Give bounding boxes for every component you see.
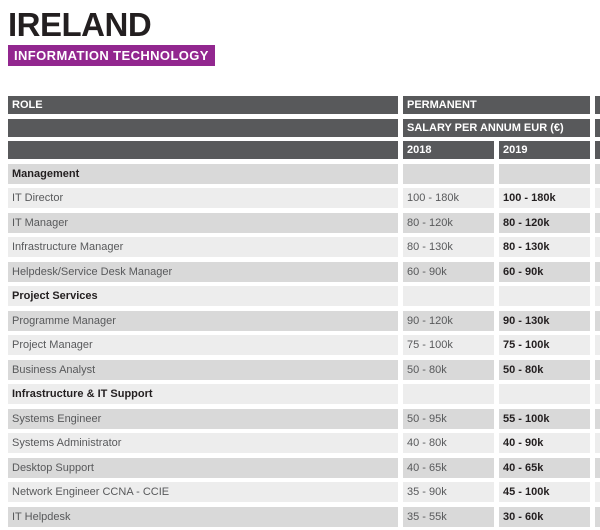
section-header-cell: Infrastructure & IT Support: [8, 384, 398, 404]
role-cell: IT Manager: [8, 213, 398, 233]
role-cell: Desktop Support: [8, 458, 398, 478]
salary-2019-cell: 30 - 60k: [499, 507, 590, 527]
salary-2018-cell: [403, 286, 494, 306]
salary-2018-cell: 80 - 130k: [403, 237, 494, 257]
salary-2019-cell: 90 - 130k: [499, 311, 590, 331]
role-column-header: ROLE: [8, 96, 398, 114]
salary-2018-cell: 50 - 95k: [403, 409, 494, 429]
overflow-column-header-sliver: [595, 141, 600, 159]
salary-2019-cell: [499, 286, 590, 306]
salary-2018-cell: 100 - 180k: [403, 188, 494, 208]
role-cell: Programme Manager: [8, 311, 398, 331]
overflow-column-sliver: [595, 164, 600, 184]
salary-2019-cell: [499, 164, 590, 184]
year-2018-header: 2018: [403, 141, 494, 159]
overflow-column-header-sliver: [595, 119, 600, 137]
role-cell: IT Helpdesk: [8, 507, 398, 527]
salary-2018-cell: [403, 384, 494, 404]
overflow-column-sliver: [595, 409, 600, 429]
salary-2019-cell: 100 - 180k: [499, 188, 590, 208]
role-cell: Business Analyst: [8, 360, 398, 380]
page-title: IRELAND: [8, 6, 152, 43]
overflow-column-sliver: [595, 262, 600, 282]
overflow-column-sliver: [595, 311, 600, 331]
salary-2018-cell: 35 - 90k: [403, 482, 494, 502]
overflow-column-sliver: [595, 433, 600, 453]
salary-2018-cell: 90 - 120k: [403, 311, 494, 331]
role-header-spacer-bar: [8, 141, 398, 159]
overflow-column-sliver: [595, 507, 600, 527]
role-cell: Systems Engineer: [8, 409, 398, 429]
salary-table: [8, 96, 600, 527]
salary-unit-header: SALARY PER ANNUM EUR (€): [403, 119, 590, 137]
role-cell: Network Engineer CCNA - CCIE: [8, 482, 398, 502]
salary-2019-cell: 40 - 65k: [499, 458, 590, 478]
salary-2019-cell: 50 - 80k: [499, 360, 590, 380]
overflow-column-sliver: [595, 458, 600, 478]
overflow-column-sliver: [595, 335, 600, 355]
salary-2019-cell: 45 - 100k: [499, 482, 590, 502]
salary-2019-cell: 60 - 90k: [499, 262, 590, 282]
role-header-spacer-bar: [8, 119, 398, 137]
salary-2018-cell: 60 - 90k: [403, 262, 494, 282]
section-header-cell: Management: [8, 164, 398, 184]
salary-2018-cell: 80 - 120k: [403, 213, 494, 233]
role-cell: Systems Administrator: [8, 433, 398, 453]
overflow-column-header-sliver: [595, 96, 600, 114]
overflow-column-sliver: [595, 482, 600, 502]
salary-2019-cell: 80 - 120k: [499, 213, 590, 233]
sector-badge: INFORMATION TECHNOLOGY: [8, 45, 215, 66]
overflow-column-sliver: [595, 237, 600, 257]
salary-2018-cell: 40 - 80k: [403, 433, 494, 453]
salary-2019-cell: 75 - 100k: [499, 335, 590, 355]
salary-2018-cell: [403, 164, 494, 184]
salary-2018-cell: 35 - 55k: [403, 507, 494, 527]
salary-2019-cell: 55 - 100k: [499, 409, 590, 429]
role-cell: Infrastructure Manager: [8, 237, 398, 257]
overflow-column-sliver: [595, 360, 600, 380]
overflow-column-sliver: [595, 188, 600, 208]
salary-2018-cell: 40 - 65k: [403, 458, 494, 478]
salary-2018-cell: 75 - 100k: [403, 335, 494, 355]
section-header-cell: Project Services: [8, 286, 398, 306]
role-cell: IT Director: [8, 188, 398, 208]
salary-2019-cell: 40 - 90k: [499, 433, 590, 453]
overflow-column-sliver: [595, 384, 600, 404]
salary-2019-cell: 80 - 130k: [499, 237, 590, 257]
year-2019-header: 2019: [499, 141, 590, 159]
overflow-column-sliver: [595, 213, 600, 233]
permanent-column-header: PERMANENT: [403, 96, 590, 114]
role-cell: Project Manager: [8, 335, 398, 355]
salary-2018-cell: 50 - 80k: [403, 360, 494, 380]
role-cell: Helpdesk/Service Desk Manager: [8, 262, 398, 282]
salary-2019-cell: [499, 384, 590, 404]
overflow-column-sliver: [595, 286, 600, 306]
